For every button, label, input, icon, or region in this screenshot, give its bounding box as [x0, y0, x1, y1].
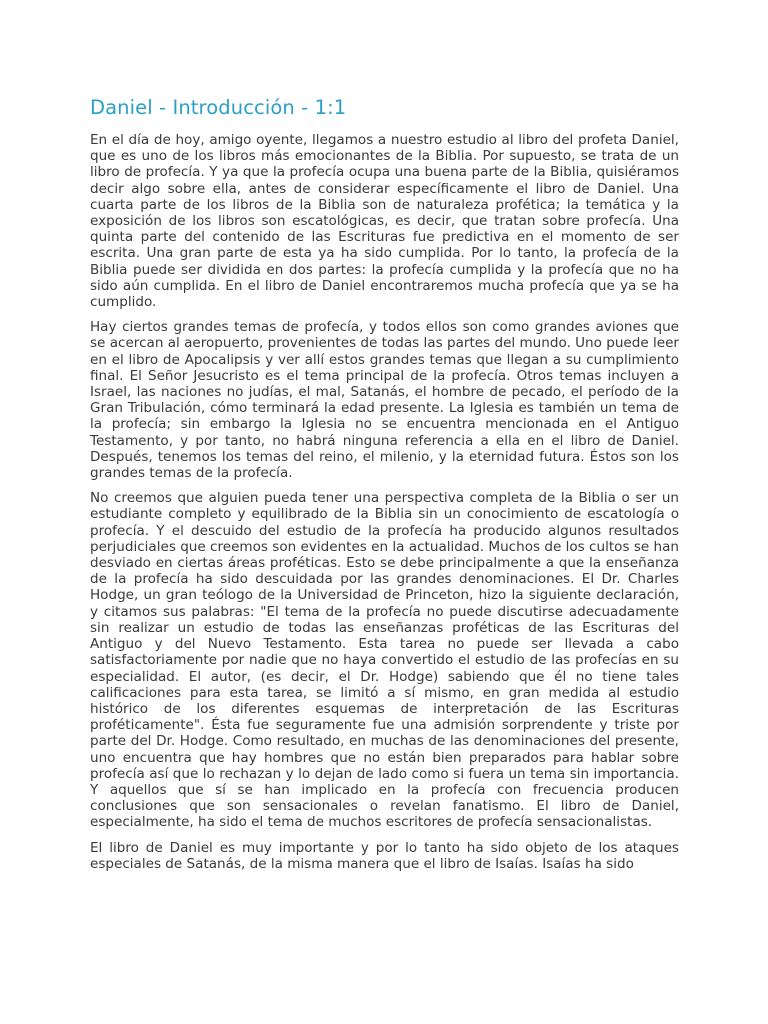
- paragraph-1: En el día de hoy, amigo oyente, llegamos a nuestro estudio al libro del profeta Daniel, que es uno de los libros más emocionantes de la Biblia. Por supuesto, se trata de un libro de profecía. Y ya que la profecía ocupa una buena parte de la Biblia, quisiéramos decir algo sobre ella, antes de considerar específicamente el libro de Daniel. Una cuarta parte de los libros de la Biblia son de naturaleza profética; la temática y la exposición de los libros son escatológicas, es decir, que tratan sobre profecía. Una quinta parte del contenido de las Escrituras fue predictiva en el momento de ser escrita. Una gran parte de esta ya ha sido cumplida. Por lo tanto, la profecía de la Biblia puede ser dividida en dos partes: la profecía cumplida y la profecía que no ha sido aún cumplida. En el libro de Daniel encontraremos mucha profecía que ya se ha cumplido.: [90, 132, 679, 311]
- document-page: [90, 94, 679, 881]
- paragraph-2: Hay ciertos grandes temas de profecía, y todos ellos son como grandes aviones que se acercan al aeropuerto, provenientes de todas las partes del mundo. Uno puede leer en el libro de Apocalipsis y ver allí estos grandes temas que llegan a su cumplimiento final. El Señor Jesucristo es el tema principal de la profecía. Otros temas incluyen a Israel, las naciones no judías, el mal, Satanás, el hombre de pecado, el período de la Gran Tribulación, cómo terminará la edad presente. La Iglesia es también un tema de la profecía; sin embargo la Iglesia no se encuentra mencionada en el Antiguo Testamento, y por tanto, no habrá ninguna referencia a ella en el libro de Daniel. Después, tenemos los temas del reino, el milenio, y la eternidad futura. Éstos son los grandes temas de la profecía.: [90, 319, 679, 482]
- page-title: Daniel - Introducción - 1:1: [90, 96, 347, 119]
- paragraph-4: El libro de Daniel es muy importante y por lo tanto ha sido objeto de los ataques especiales de Satanás, de la misma manera que el libro de Isaías. Isaías ha sido: [90, 839, 679, 872]
- paragraph-3: No creemos que alguien pueda tener una perspectiva completa de la Biblia o ser un estudiante completo y equilibrado de la Biblia sin un conocimiento de escatología o profecía. Y el descuido del estudio de la profecía ha producido algunos resultados perjudiciales que creemos son evidentes en la actualidad. Muchos de los cultos se han desviado en ciertas áreas proféticas. Esto se debe principalmente a que la enseñanza de la profecía ha sido descuidada por las grandes denominaciones. El Dr. Charles Hodge, un gran teólogo de la Universidad de Princeton, hizo la siguiente declaración, y citamos sus palabras: "El tema de la profecía no puede discutirse adecuadamente sin realizar un estudio de todas las enseñanzas proféticas de las Escrituras del Antiguo y del Nuevo Testamento. Esta tarea no puede ser llevada a cabo satisfactoriamente por nadie que no haya convertido el estudio de las profecías en su especialidad. El autor, (es decir, el Dr. Hodge) sabiendo que él no tiene tales calificaciones para esta tarea, se limitó a sí mismo, en gran medida al estudio histórico de los diferentes esquemas de interpretación de las Escrituras proféticamente". Ésta fue seguramente fue una admisión sorprendente y triste por parte del Dr. Hodge. Como resultado, en muchas de las denominaciones del presente, uno encuentra que hay hombres que no están bien preparados para hablar sobre profecía así que lo rechazan y lo dejan de lado como si fuera un tema sin importancia. Y aquellos que sí se han implicado en la profecía con frecuencia producen conclusiones que son sensacionales o revelan fanatismo. El libro de Daniel, especialmente, ha sido el tema de muchos escritores de profecía sensacionalistas.: [90, 490, 679, 831]
